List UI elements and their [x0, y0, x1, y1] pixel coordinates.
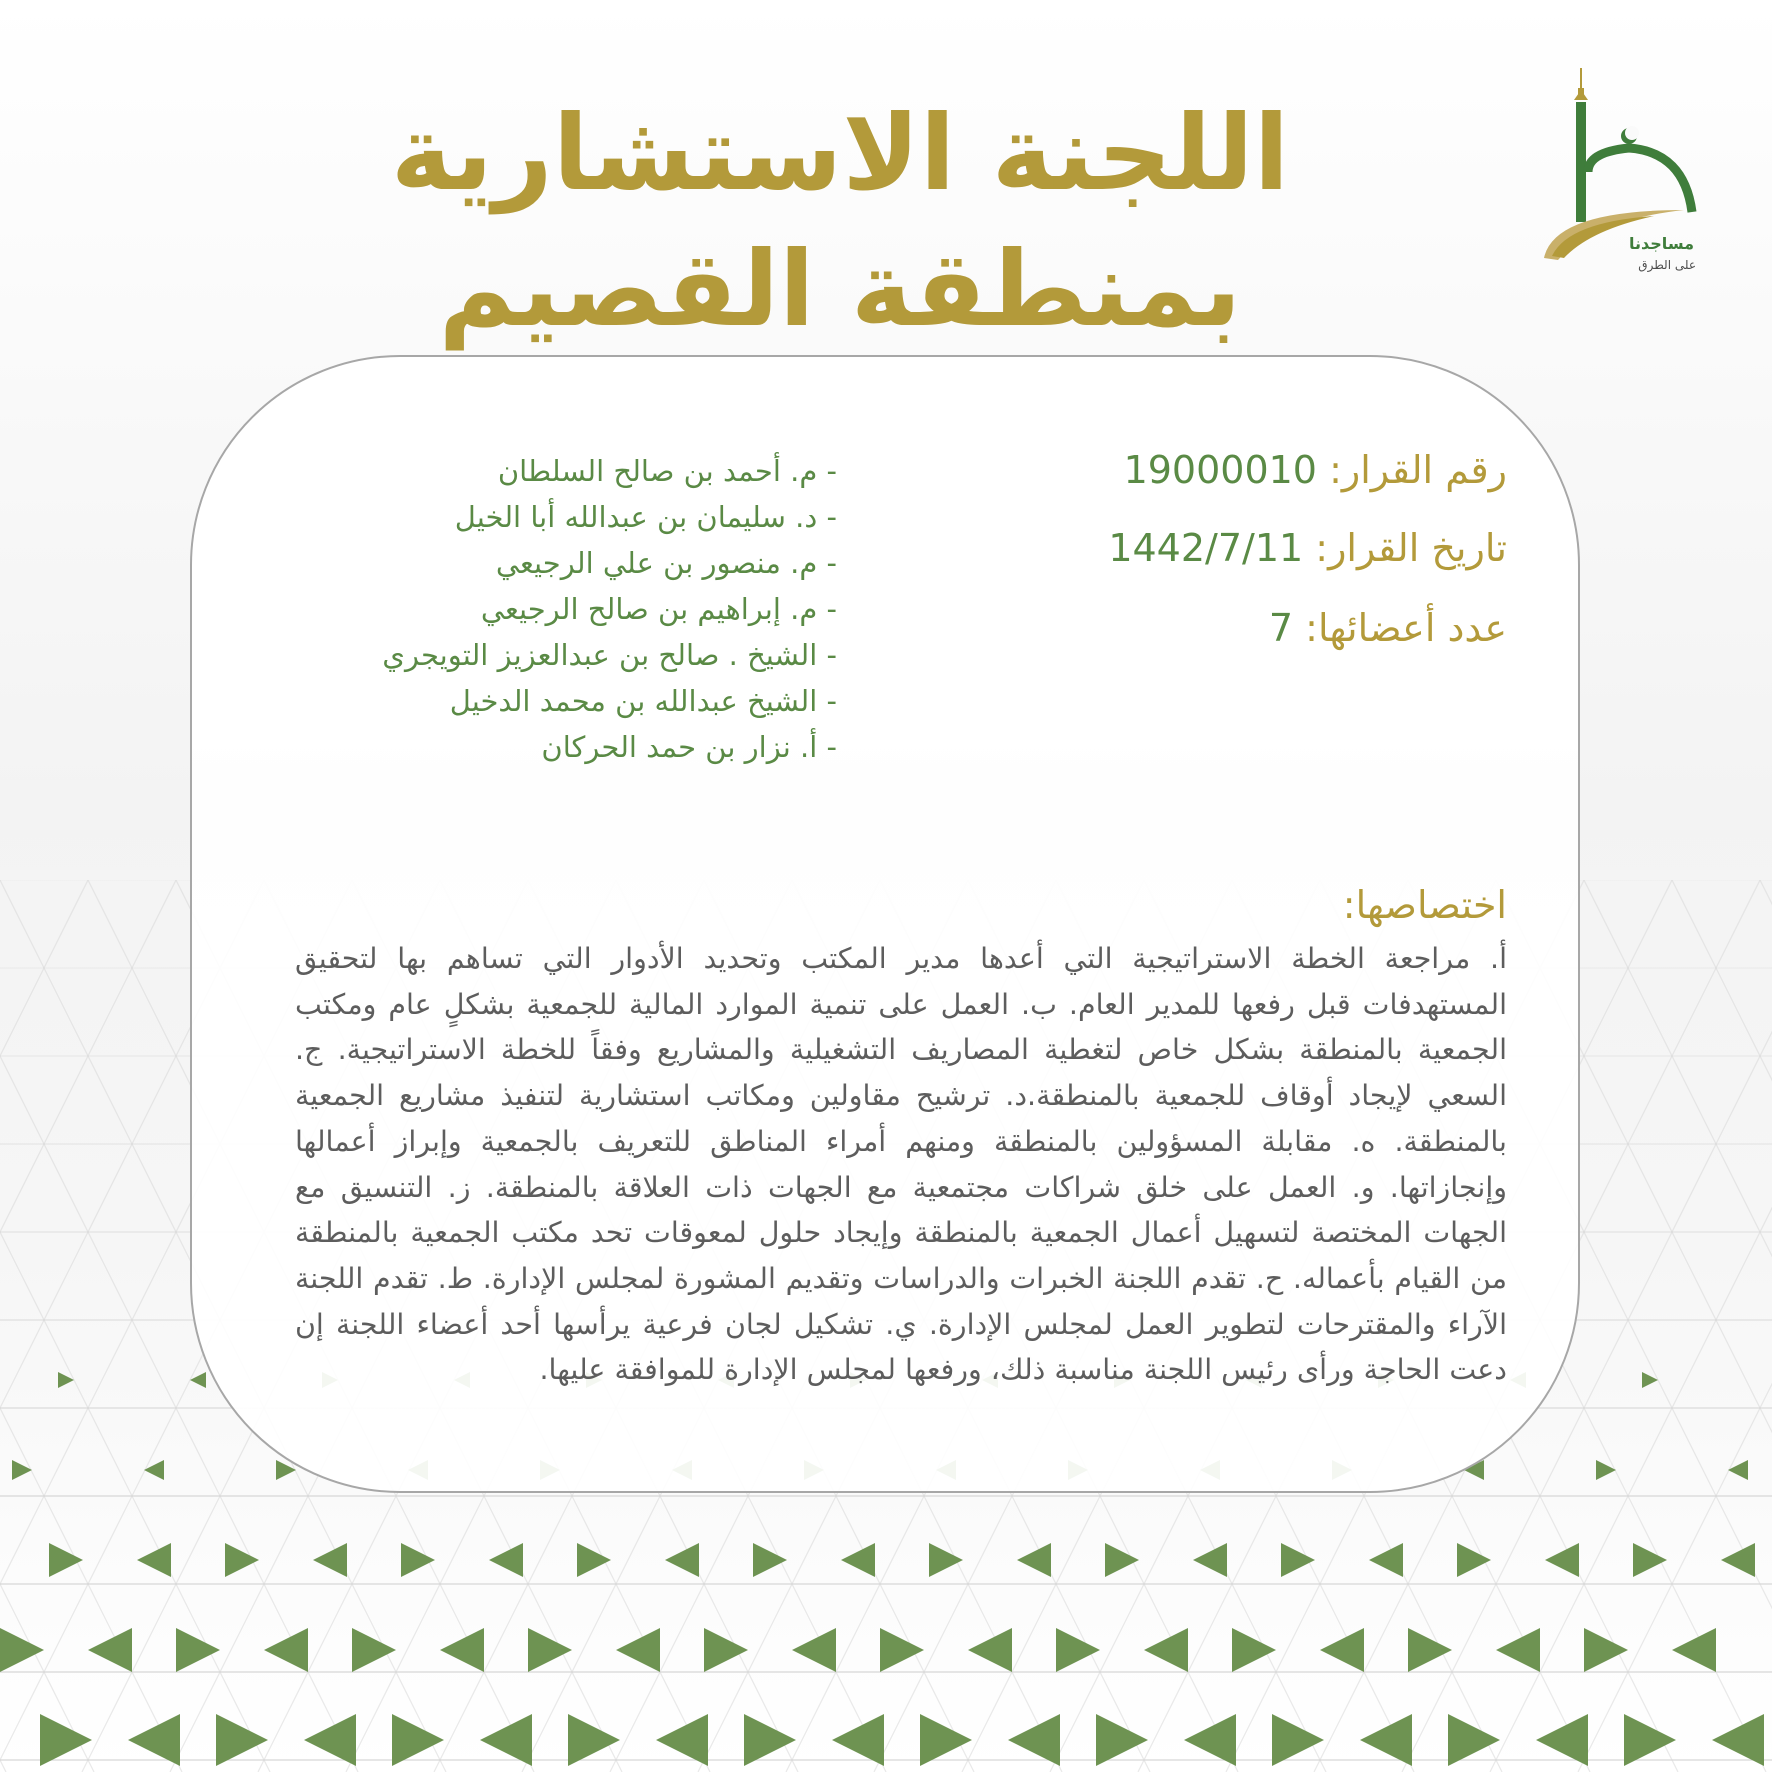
- pattern-triangle: [1193, 1543, 1227, 1577]
- pattern-line: [1672, 880, 1772, 1772]
- pattern-triangle: [704, 1628, 748, 1672]
- pattern-triangle: [1448, 1714, 1500, 1766]
- pattern-triangle: [1232, 1628, 1276, 1672]
- pattern-triangle: [1712, 1714, 1764, 1766]
- brand-logo: [1534, 60, 1714, 280]
- pattern-triangle: [392, 1714, 444, 1766]
- pattern-triangle: [49, 1543, 83, 1577]
- pattern-triangle: [656, 1714, 708, 1766]
- pattern-triangle: [568, 1714, 620, 1766]
- members-count: [987, 602, 1507, 654]
- member-item: - د. سليمان بن عبدالله أبا الخيل: [454, 500, 837, 534]
- pattern-triangle: [1596, 1460, 1616, 1480]
- pattern-triangle: [225, 1543, 259, 1577]
- pattern-triangle: [1633, 1543, 1667, 1577]
- decision-date: [987, 522, 1507, 574]
- pattern-triangle: [40, 1714, 92, 1766]
- logo-name-line1: مساجدنا: [1629, 234, 1694, 253]
- decision-date-label: تاريخ القرار:: [1315, 526, 1507, 570]
- pattern-triangle: [304, 1714, 356, 1766]
- pattern-triangle: [577, 1543, 611, 1577]
- tasks-heading: اختصاصها:: [1342, 883, 1507, 927]
- pattern-triangle: [0, 1628, 44, 1672]
- pattern-triangle: [841, 1543, 875, 1577]
- pattern-triangle: [832, 1714, 884, 1766]
- pattern-triangle: [528, 1628, 572, 1672]
- pattern-triangle: [401, 1543, 435, 1577]
- pattern-triangle: [968, 1628, 1012, 1672]
- pattern-triangle: [1184, 1714, 1236, 1766]
- pattern-triangle: [1096, 1714, 1148, 1766]
- pattern-line: [1760, 880, 1772, 1772]
- pattern-triangle: [665, 1543, 699, 1577]
- members-count-value: 7: [1268, 606, 1294, 650]
- pattern-triangle: [1721, 1543, 1755, 1577]
- member-item: - الشيخ . صالح بن عبدالعزيز التويجري: [382, 638, 837, 672]
- pattern-line: [1578, 880, 1772, 1772]
- pattern-triangle: [128, 1714, 180, 1766]
- decision-number: [987, 444, 1507, 496]
- pattern-triangle: [920, 1714, 972, 1766]
- pattern-triangle: [216, 1714, 268, 1766]
- pattern-triangle: [744, 1714, 796, 1766]
- pattern-line: [1584, 880, 1772, 1772]
- pattern-triangle: [1457, 1543, 1491, 1577]
- pattern-triangle: [440, 1628, 484, 1672]
- pattern-triangle: [1728, 1460, 1748, 1480]
- member-item: - م. منصور بن علي الرجيعي: [495, 546, 837, 580]
- pattern-triangle: [1017, 1543, 1051, 1577]
- members-list: [337, 448, 837, 770]
- pattern-triangle: [1105, 1543, 1139, 1577]
- pattern-triangle: [12, 1460, 32, 1480]
- member-item: - الشيخ عبدالله بن محمد الدخيل: [449, 684, 837, 718]
- decision-number-value: 19000010: [1123, 448, 1317, 492]
- pattern-triangle: [137, 1543, 171, 1577]
- pattern-triangle: [1536, 1714, 1588, 1766]
- page-title-line1: اللجنة الاستشارية: [390, 92, 1290, 214]
- pattern-triangle: [88, 1628, 132, 1672]
- tasks-body: أ. مراجعة الخطة الاستراتيجية التي أعدها مدير المكتب وتحديد الأدوار التي تساهم بها لتحقيق المستهدفات قبل رفعها للمدير العام. ب. العمل على تنمية الموارد المالية للجمعية بشكلٍ عام ومكتب الجمعية بالمنطقة بشكل خاص لتغطية المصاريف التشغيلية والمشاريع وفقاً للخطة الاستراتيجية. ج. السعي لإيجاد أوقاف للجمعية بالمنطقة.د. ترشيح مقاولين ومكاتب استشارية لتنفيذ مشاريع الجمعية بالمنطقة. ه. مقابلة المسؤولين بالمنطقة ومنهم أمراء المناطق للتعريف بالجمعية وإبراز أعمالها وإنجازاتها. و. العمل على خلق شراكات مجتمعية مع الجهات ذات العلاقة بالمنطقة. ز. التنسيق مع الجهات المختصة لتسهيل أعمال الجمعية بالمنطقة وإيجاد حلول لمعوقات تحد مكتب الجمعية بالمنطقة من القيام بأعماله. ح. تقدم اللجنة الخبرات والدراسات وتقديم المشورة لمجلس الإدارة. ط. تقدم اللجنة الآراء والمقترحات لتطوير العمل لمجلس الإدارة. ي. تشكيل لجان فرعية يرأسها أحد أعضاء اللجنة إن دعت الحاجة ورأى رئيس اللجنة مناسبة ذلك، ورفعها لمجلس الإدارة للموافقة عليها.: [295, 942, 1507, 1387]
- pattern-triangle: [176, 1628, 220, 1672]
- members-count-label: عدد أعضائها:: [1305, 606, 1507, 650]
- pattern-triangle: [616, 1628, 660, 1672]
- pattern-triangle: [480, 1714, 532, 1766]
- pattern-triangle: [1496, 1628, 1540, 1672]
- pattern-triangle: [792, 1628, 836, 1672]
- pattern-triangle: [313, 1543, 347, 1577]
- pattern-triangle: [1008, 1714, 1060, 1766]
- pattern-line: [0, 880, 176, 1772]
- pattern-triangle: [1360, 1714, 1412, 1766]
- pattern-triangle: [1672, 1628, 1716, 1672]
- logo-name-line2: على الطرق: [1638, 258, 1696, 272]
- decision-date-value: 1442/7/11: [1108, 526, 1304, 570]
- member-item: - م. إبراهيم بن صالح الرجيعي: [480, 592, 837, 626]
- pattern-triangle: [1144, 1628, 1188, 1672]
- pattern-triangle: [1584, 1628, 1628, 1672]
- pattern-triangle: [144, 1460, 164, 1480]
- decision-number-label: رقم القرار:: [1329, 448, 1507, 492]
- pattern-triangle: [1624, 1714, 1676, 1766]
- page-title-line2: بمنطقة القصيم: [438, 228, 1242, 350]
- pattern-triangle: [352, 1628, 396, 1672]
- pattern-triangle: [880, 1628, 924, 1672]
- pattern-triangle: [1281, 1543, 1315, 1577]
- pattern-triangle: [1056, 1628, 1100, 1672]
- pattern-triangle: [929, 1543, 963, 1577]
- pattern-triangle: [1320, 1628, 1364, 1672]
- pattern-triangle: [753, 1543, 787, 1577]
- pattern-triangle: [489, 1543, 523, 1577]
- pattern-triangle: [264, 1628, 308, 1672]
- member-item: - أ. نزار بن حمد الحركان: [541, 730, 837, 764]
- pattern-triangle: [1408, 1628, 1452, 1672]
- member-item: - م. أحمد بن صالح السلطان: [497, 454, 837, 488]
- pattern-triangle: [1272, 1714, 1324, 1766]
- pattern-triangle: [1545, 1543, 1579, 1577]
- pattern-triangle: [1369, 1543, 1403, 1577]
